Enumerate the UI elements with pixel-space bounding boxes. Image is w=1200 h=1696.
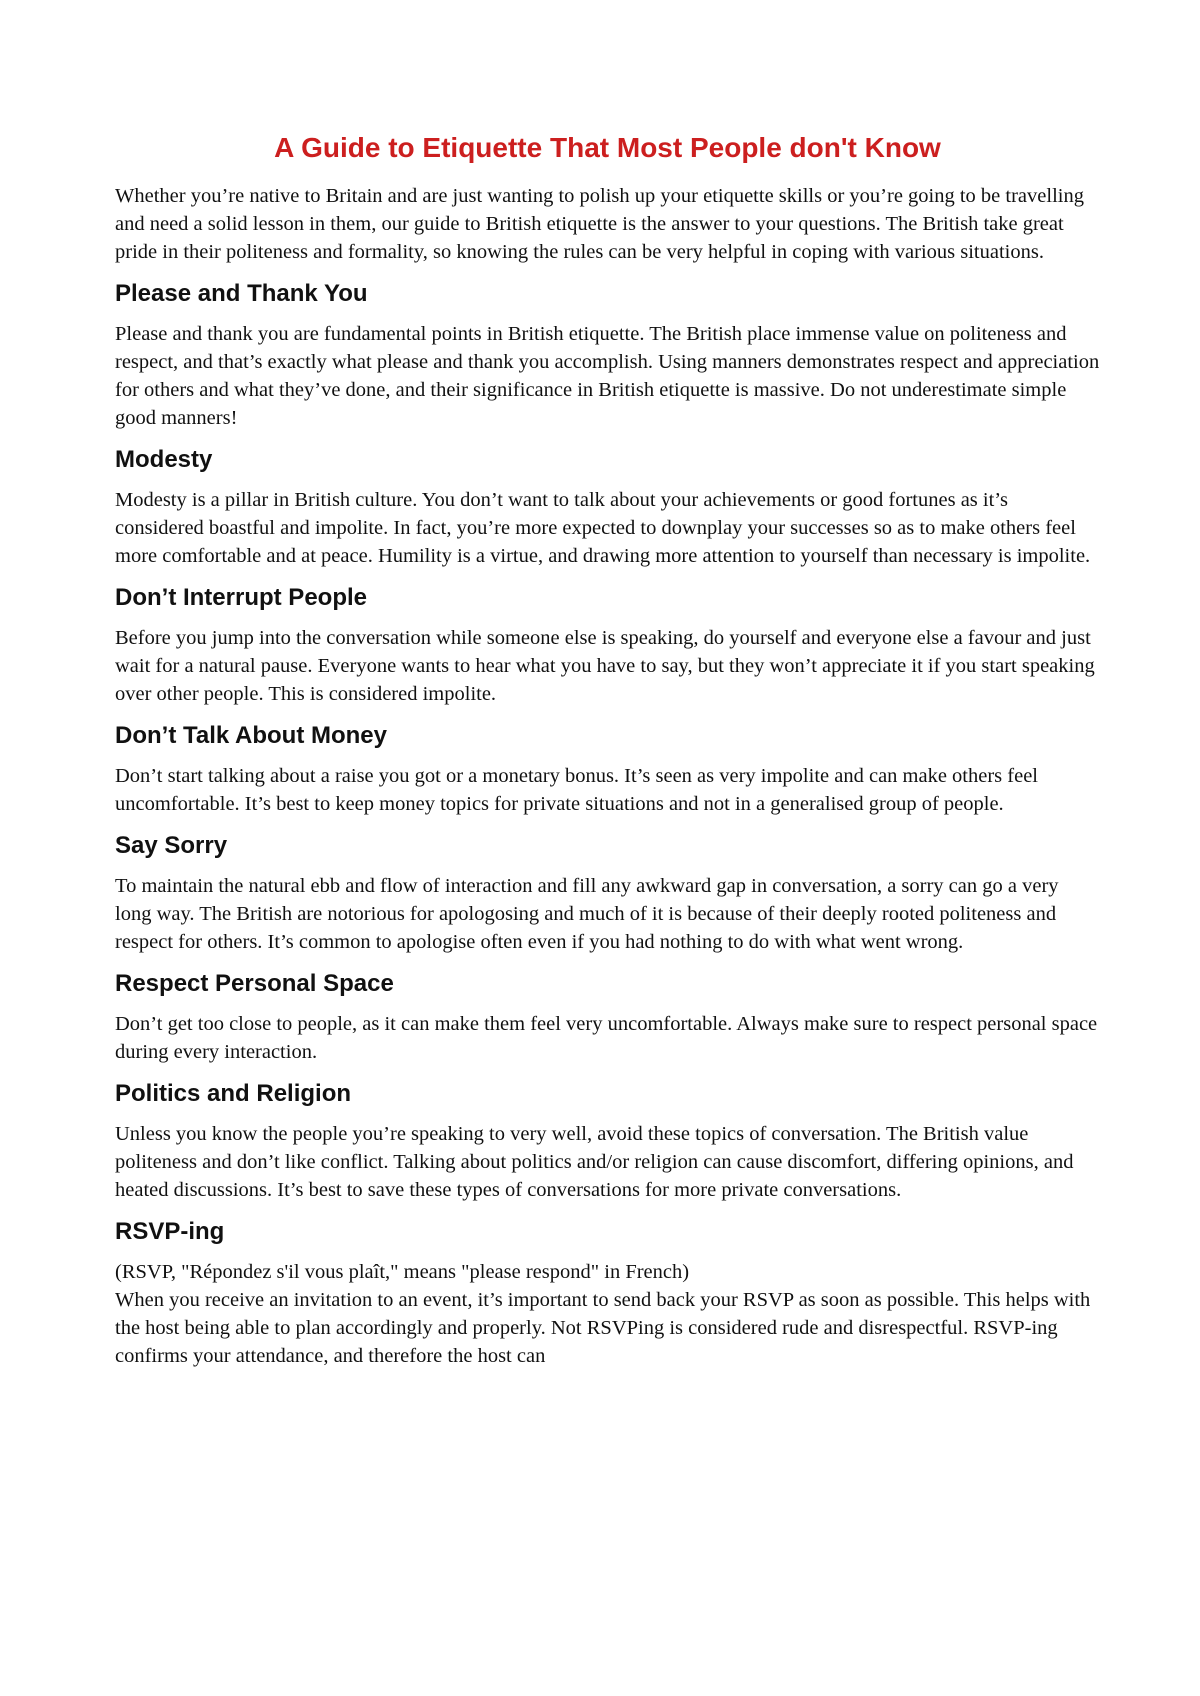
section-dont-interrupt [115,582,1100,708]
section-modesty [115,444,1100,570]
document-page [115,128,1100,1370]
intro-paragraph: Whether you’re native to Britain and are just wanting to polish up your etiquette skills or you’re going to be travelling and need a solid lesson in them, our guide to British etiquette is the answer to your questions. The British take great pride in their politeness and formality, so knowing the rules can be very helpful in coping with various situations. [115,185,1084,263]
section-dont-talk-money [115,720,1100,818]
section-heading: Don’t Talk About Money [115,722,387,749]
section-body: Don’t start talking about a raise you got or a monetary bonus. It’s seen as very impolite and can make others feel uncomfortable. It’s best to keep money topics for private situations and not in a generalised group of people. [115,765,1039,815]
section-heading: Modesty [115,446,213,473]
section-body: Don’t get too close to people, as it can make them feel very uncomfortable. Always make sure to respect personal space during every interaction. [115,1013,1098,1063]
section-heading: RSVP-ing [115,1218,225,1245]
rsvp-note: (RSVP, "Répondez s'il vous plaît," means "please respond" in French) [115,1261,690,1283]
section-personal-space [115,968,1100,1066]
section-body: Unless you know the people you’re speaking to very well, avoid these topics of conversation. The British value politeness and don’t like conflict. Talking about politics and/or religion can cause discomfort, differing opinions, and heated discussions. It’s best to save these types of conversations for more private conversations. [115,1123,1074,1201]
section-heading: Don’t Interrupt People [115,584,367,611]
section-body: When you receive an invitation to an event, it’s important to send back your RSVP as soon as possible. This helps with the host being able to plan accordingly and properly. Not RSVPing is considered rude and disrespectful. RSVP-ing confirms your attendance, and therefore the host can [115,1289,1091,1367]
section-heading: Politics and Religion [115,1080,352,1107]
section-please-thank-you [115,278,1100,432]
section-body: Please and thank you are fundamental points in British etiquette. The British place immense value on politeness and respect, and that’s exactly what please and thank you accomplish. Using manners demonstrates respect and appreciation for others and what they’ve done, and their significance in British etiquette is massive. Do not underestimate simple good manners! [115,323,1100,429]
section-politics-religion [115,1078,1100,1204]
section-heading: Please and Thank You [115,280,368,307]
section-say-sorry [115,830,1100,956]
section-body: Before you jump into the conversation while someone else is speaking, do yourself and everyone else a favour and just wait for a natural pause. Everyone wants to hear what you have to say, but they won’t appreciate it if you start speaking over other people. This is considered impolite. [115,627,1095,705]
section-body: To maintain the natural ebb and flow of interaction and fill any awkward gap in conversation, a sorry can go a very long way. The British are notorious for apologosing and much of it is because of their deeply rooted politeness and respect for others. It’s common to apologise often even if you had nothing to do with what went wrong. [115,875,1059,953]
document-title: A Guide to Etiquette That Most People don't Know [274,132,941,163]
section-heading: Say Sorry [115,832,228,859]
section-rsvp [115,1216,1100,1370]
section-body: Modesty is a pillar in British culture. You don’t want to talk about your achievements or good fortunes as it’s considered boastful and impolite. In fact, you’re more expected to downplay your successes so as to make others feel more comfortable and at peace. Humility is a virtue, and drawing more attention to yourself than necessary is impolite. [115,489,1091,567]
section-heading: Respect Personal Space [115,970,394,997]
